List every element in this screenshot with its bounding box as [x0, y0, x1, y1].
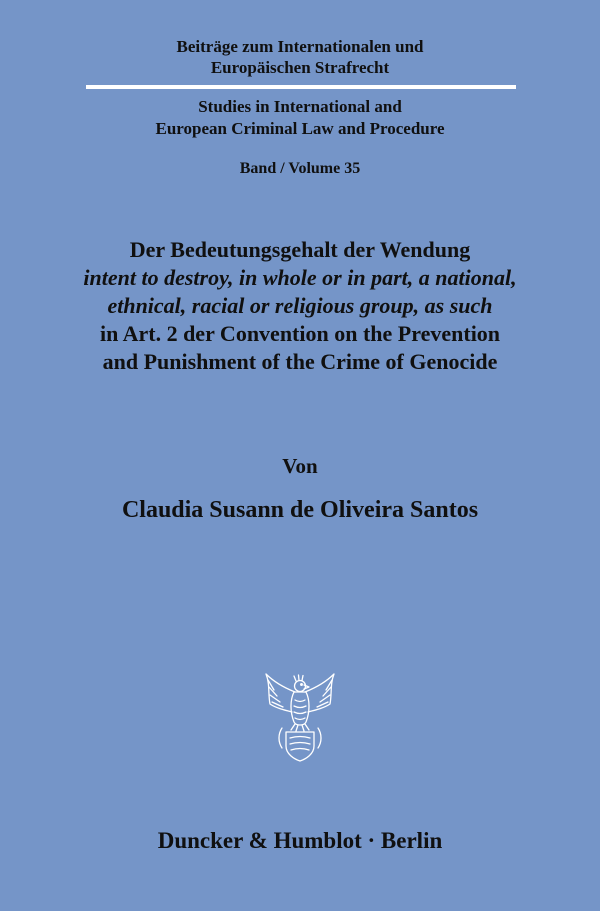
book-title-line-1: Der Bedeutungsgehalt der Wendung [129, 237, 471, 262]
series-divider-rule [86, 85, 516, 89]
series-title-english-line-2: European Criminal Law and Procedure [155, 119, 445, 138]
author-name: Claudia Susann de Oliveira Santos [121, 497, 479, 523]
volume-number: Band / Volume 35 [239, 160, 361, 177]
publisher-eagle-logo-icon [260, 668, 340, 766]
book-title-line-5: and Punishment of the Crime of Genocide [102, 349, 498, 374]
series-title-german [0, 36, 600, 78]
series-title-english [0, 96, 600, 140]
book-title [0, 236, 600, 376]
series-title-german-line-1: Beiträge zum Internationalen und [176, 37, 424, 56]
book-title-line-2: intent to destroy, in whole or in part, a national, [83, 265, 517, 290]
publisher-name: Duncker & Humblot · Berlin [157, 828, 443, 853]
by-label: Von [282, 454, 318, 478]
series-title-english-line-1: Studies in International and [198, 97, 402, 116]
series-title-german-line-2: Europäischen Strafrecht [210, 58, 390, 77]
book-title-line-4: in Art. 2 der Convention on the Prevention [99, 321, 501, 346]
book-title-line-3: ethnical, racial or religious group, as such [107, 293, 493, 318]
